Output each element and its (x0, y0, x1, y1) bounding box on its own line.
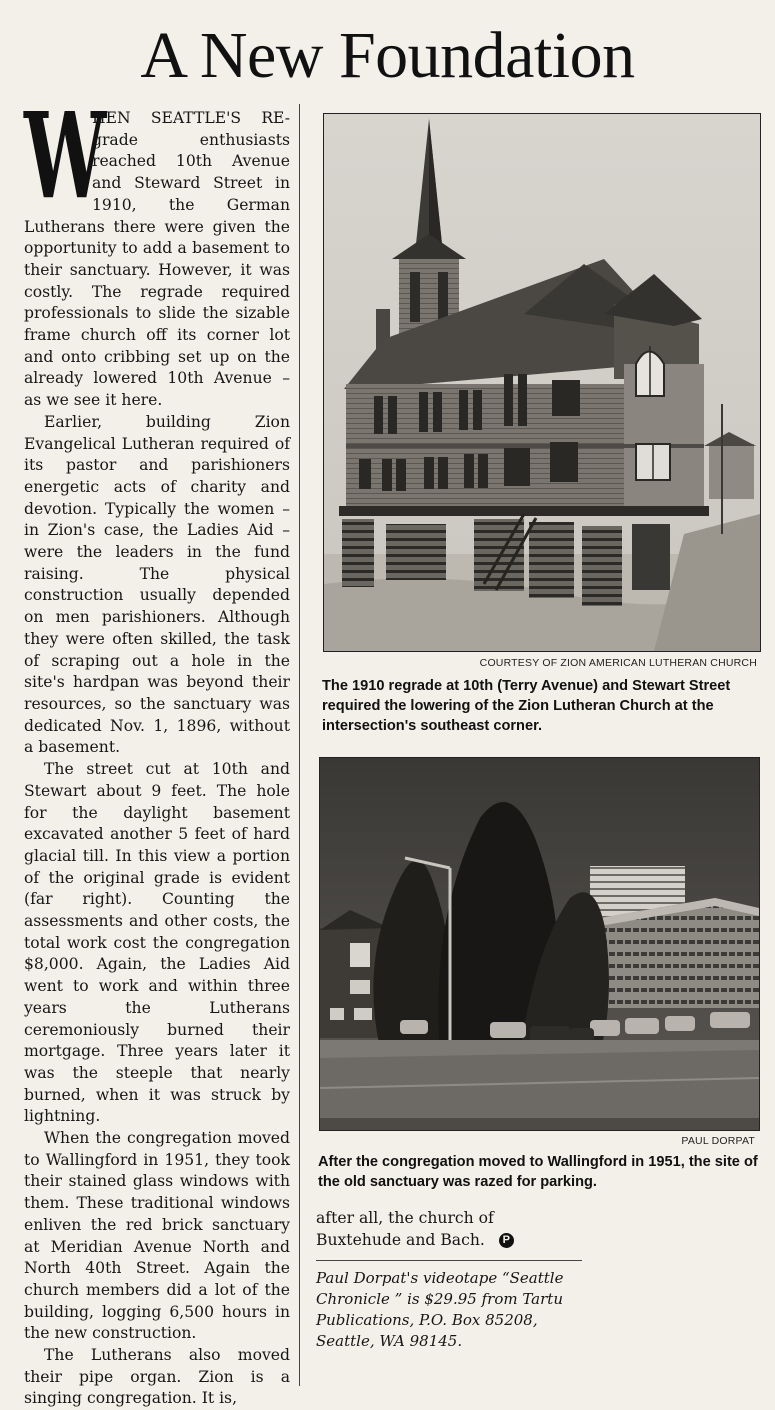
article-paragraph-2: Earlier, building Zion Evangelical Lutheran required of its pastor and parishioners energetic acts of charity and devotion. Typically the women – in Zion's case, the Ladies Aid – were the leaders in the fund raising. The physical construction usually depended on men parishioners. Although they were often skilled, the task of scraping out a hole in the site's hardpan was beyond their resources, so the sanctuary was dedicated Nov. 1, 1896, without a basement. (24, 412, 290, 757)
bio-divider (316, 1260, 582, 1261)
paragraph-1-text: grade enthusiasts reached 10th Avenue and Steward Street in 1910, the German Lutherans there were given the opportunity to add a basement to their sanctuary. However, it was costly. The regrade required professionals to slide the sizable frame church off its corner lot and onto cribbing set up on the already lowered 10th Avenue – as we see it here. (24, 130, 290, 410)
church-photo (323, 113, 761, 652)
photo2-credit: PAUL DORPAT (681, 1135, 755, 1147)
article-body (24, 86, 290, 1410)
photo1-credit: COURTESY OF ZION AMERICAN LUTHERAN CHURCH (479, 657, 757, 669)
author-bio: Paul Dorpat's videotape “Seattle Chronicle ” is $29.95 from Tartu Publications, P.O. Box 85208, Seattle, WA 98145. (316, 1269, 564, 1350)
church-photo-image (324, 114, 760, 651)
article-paragraph-5: The Lutherans also moved their pipe organ. Zion is a singing congregation. It is, (24, 1346, 290, 1408)
photo1-caption: The 1910 regrade at 10th (Terry Avenue) and Stewart Street required the lowering of the Zion Lutheran Church at the intersection's southeast corner. (322, 678, 731, 734)
parking-lot-photo-image (320, 758, 759, 1130)
article-paragraph-1 (24, 86, 290, 412)
parking-lot-photo (319, 757, 760, 1131)
continuation-text: after all, the church of Buxtehude and Bach. (316, 1209, 494, 1249)
continuation-paragraph (316, 1208, 582, 1251)
article-continuation (316, 1208, 582, 1251)
headline: A New Foundation (140, 19, 635, 92)
column-divider (299, 104, 300, 1386)
photo2-caption: After the congregation moved to Wallingford in 1951, the site of the old sanctuary was razed for parking. (318, 1154, 758, 1190)
article-paragraph-3: The street cut at 10th and Stewart about 9 feet. The hole for the daylight basement excavated another 5 feet of hard glacial till. In this view a portion of the original grade is evident (far right). Counting the assessments and other costs, the total work cost the congregation $8,000. Again, the Ladies Aid went to work and within three years the Lutherans ceremoniously burned their mortgage. Three years later it was the steeple that nearly burned, when it was struck by lightning. (24, 760, 290, 1126)
lead-caps: HEN SEATTLE'S RE- (92, 109, 290, 127)
article-paragraph-4: When the congregation moved to Wallingford in 1951, they took their stained glass windows with them. These traditional windows enliven the red brick sanctuary at Meridian Avenue North and North 40th Street. Again the church members did a lot of the building, logging 6,500 hours in the new construction. (24, 1129, 290, 1343)
end-mark-icon: P (499, 1233, 514, 1248)
drop-cap: W (24, 86, 107, 225)
